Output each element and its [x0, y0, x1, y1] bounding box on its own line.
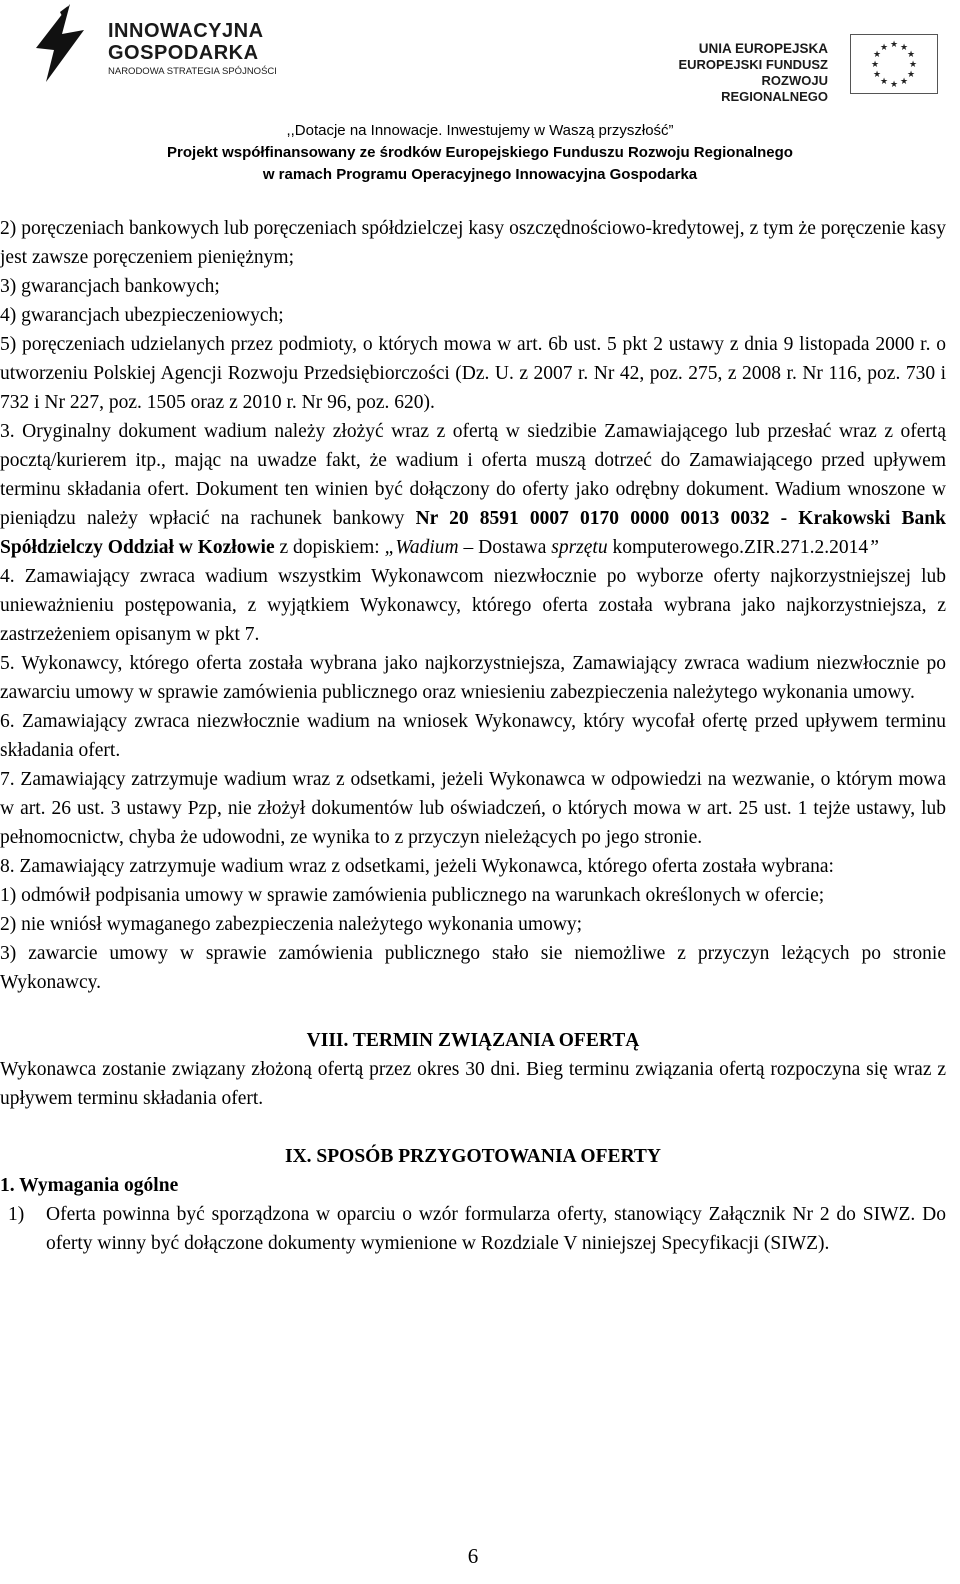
- paragraph-8-item-1: 1) odmówił podpisania umowy w sprawie zamówienia publicznego na warunkach określonych w ofercie;: [0, 885, 825, 906]
- svg-text:★: ★: [889, 80, 899, 90]
- paragraph-3: [0, 417, 946, 562]
- section-viii-heading: VIII. TERMIN ZWIĄZANIA OFERTĄ: [306, 1030, 640, 1051]
- eu-logo-text: [668, 40, 828, 105]
- bank-account: Nr 20 8591 0007 0170 0000 0013 0032 - Krakowski Bank Spółdzielczy Oddział w Kozłowie: [0, 508, 946, 558]
- svg-text:★: ★: [906, 50, 916, 60]
- list-item-number: 1): [8, 1204, 25, 1225]
- paragraph-item-4: 4) gwarancjach ubezpieczeniowych;: [0, 305, 284, 326]
- document-body: [0, 214, 946, 1258]
- eu-flag-icon: [850, 34, 938, 94]
- p3-italic-sprzetu: sprzętu: [551, 537, 608, 558]
- paragraph-5: 5. Wykonawcy, którego oferta została wybrana jako najkorzystniejsza, Zamawiający zwraca wadium niezwłocznie po zawarciu umowy w sprawie zamówienia publicznego oraz wniesieniu zabezpieczenia należytego wykonania umowy.: [0, 653, 946, 703]
- paragraph-8: 8. Zamawiający zatrzymuje wadium wraz z odsetkami, jeżeli Wykonawca, którego oferta została wybrana:: [0, 856, 834, 877]
- svg-text:★: ★: [899, 77, 909, 87]
- paragraph-7: 7. Zamawiający zatrzymuje wadium wraz z odsetkami, jeżeli Wykonawca w odpowiedzi na wezwanie, o którym mowa w art. 26 ust. 3 ustawy Pzp, nie złożył dokumentów lub oświadczeń, o których mowa w art. 25 ust. 1 tejże ustawy, lub pełnomocnictw, chyba że udowodni, ze wynika to z przyczyn nieleżących po jego stronie.: [0, 769, 946, 848]
- svg-text:★: ★: [879, 43, 889, 53]
- svg-text:★: ★: [872, 70, 882, 80]
- svg-text:★: ★: [870, 60, 880, 70]
- paragraph-6: 6. Zamawiający zwraca niezwłocznie wadium na wniosek Wykonawcy, który wycofał ofertę przed upływem terminu składania ofert.: [0, 711, 946, 761]
- paragraph-4: 4. Zamawiający zwraca wadium wszystkim Wykonawcom niezwłocznie po wyborze oferty najkorzystniejszej lub unieważnieniu postępowania, z wyjątkiem Wykonawcy, którego oferta została wybrana jako najkorzystniejsza, z zastrzeżeniem opisanym w pkt 7.: [0, 566, 946, 645]
- eu-logo-line3: ROZWOJU REGIONALNEGO: [721, 73, 828, 104]
- svg-text:★: ★: [908, 60, 918, 70]
- tagline-line2: Projekt współfinansowany ze środków Europejskiego Funduszu Rozwoju Regionalnego: [167, 144, 793, 161]
- page-number: 6: [467, 1544, 479, 1568]
- tagline-line3: w ramach Programu Operacyjnego Innowacyjna Gospodarka: [262, 166, 698, 183]
- project-tagline: [0, 120, 960, 186]
- eu-logo-line1: UNIA EUROPEJSKA: [698, 41, 828, 56]
- svg-text:★: ★: [906, 70, 916, 80]
- p3-italic-wadium: „Wadium: [384, 537, 459, 558]
- eu-logo-line2: EUROPEJSKI FUNDUSZ: [678, 57, 828, 72]
- list-item: [0, 1200, 946, 1258]
- spacer: [0, 1113, 946, 1142]
- p3-closing-quote: ”: [868, 537, 879, 558]
- paragraph-8-item-2: 2) nie wniósł wymaganego zabezpieczenia należytego wykonania umowy;: [0, 914, 583, 935]
- ig-logo-line2: GOSPODARKA: [108, 42, 259, 64]
- section-ix-heading: IX. SPOSÓB PRZYGOTOWANIA OFERTY: [284, 1146, 662, 1167]
- p3-text-b: z dopiskiem:: [274, 537, 385, 558]
- svg-text:★: ★: [872, 50, 882, 60]
- paragraph-8-item-3: 3) zawarcie umowy w sprawie zamówienia publicznego stało sie niemożliwe z przyczyn leżących po stronie Wykonawcy.: [0, 943, 946, 993]
- ig-logo-line1: INNOWACYJNA: [108, 20, 264, 42]
- svg-text:★: ★: [879, 77, 889, 87]
- innowacyjna-gospodarka-logo: [30, 4, 280, 84]
- paragraph-item-2: 2) poręczeniach bankowych lub poręczeniach spółdzielczej kasy oszczędnościowo-kredytowej, z tym że poręczenie kasy jest zawsze poręczeniem pieniężnym;: [0, 218, 946, 268]
- svg-text:★: ★: [889, 40, 899, 50]
- paragraph-item-3: 3) gwarancjach bankowych;: [0, 276, 220, 297]
- subsection-heading: 1. Wymagania ogólne: [0, 1175, 179, 1196]
- eu-logo: [668, 26, 938, 104]
- paragraph-item-5: 5) poręczeniach udzielanych przez podmioty, o których mowa w art. 6b ust. 5 pkt 2 ustawy z dnia 9 listopada 2000 r. o utworzeniu Polskiej Agencji Rozwoju Przedsiębiorczości (Dz. U. z 2007 r. Nr 42, poz. 275, z 2008 r. Nr 116, poz. 730 i 732 i Nr 227, poz. 1505 oraz z 2010 r. Nr 96, poz. 620).: [0, 334, 946, 413]
- p3-text-a: 3. Oryginalny dokument wadium należy złożyć wraz z ofertą w siedzibie Zamawiającego lub przesłać wraz z ofertą pocztą/kurierem itp., mając na uwadze fakt, że wadium i oferta muszą dotrzeć do Zamawiającego przed upływem terminu składania ofert. Dokument ten winien być dołączony do oferty jako odrębny dokument. Wadium wnoszone w pieniądzu należy wpłacić na rachunek bankowy: [0, 421, 946, 529]
- document-header: [0, 0, 960, 120]
- p3-text-d: komputerowego.ZIR.271.2.2014: [607, 537, 869, 558]
- tagline-line1: ,,Dotacje na Innowacje. Inwestujemy w Waszą przyszłość”: [286, 122, 674, 139]
- svg-text:★: ★: [899, 43, 909, 53]
- ig-logo-subtitle: NARODOWA STRATEGIA SPÓJNOŚCI: [108, 66, 277, 77]
- ig-emblem-icon: [30, 4, 90, 84]
- section-viii-paragraph: Wykonawca zostanie związany złożoną ofertą przez okres 30 dni. Bieg terminu związania ofertą rozpoczyna się wraz z upływem terminu składania ofert.: [0, 1059, 946, 1109]
- p3-text-c: – Dostawa: [458, 537, 552, 558]
- spacer: [0, 997, 946, 1026]
- list-item-text: Oferta powinna być sporządzona w oparciu o wzór formularza oferty, stanowiący Załącznik Nr 2 do SIWZ. Do oferty winny być dołączone dokumenty wymienione w Rozdziale V niniejszej Specyfikacji (SIWZ).: [46, 1204, 946, 1254]
